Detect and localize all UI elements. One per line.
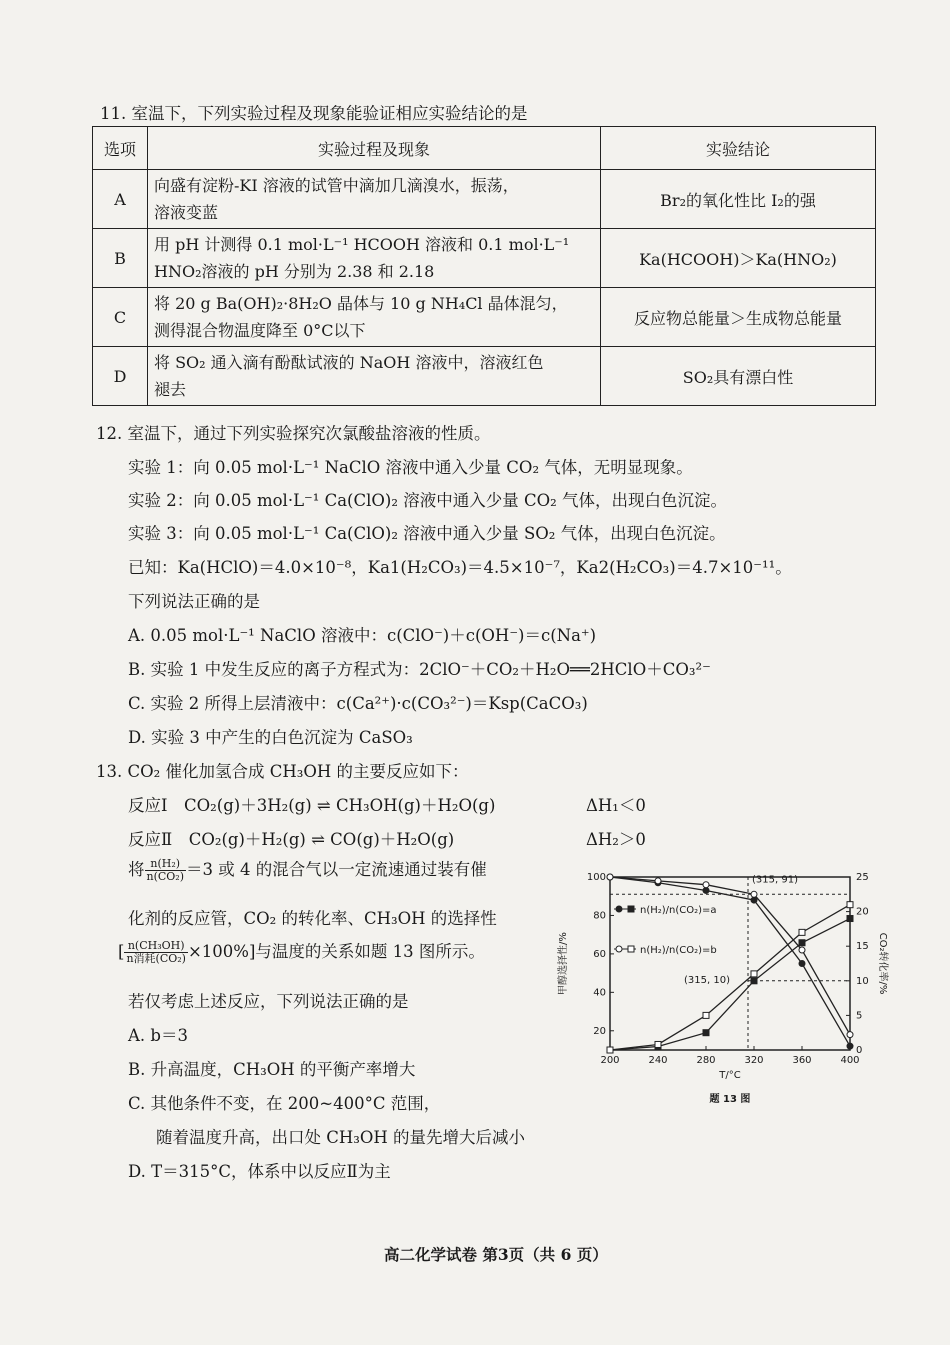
q13-desc-line3: [118, 938, 485, 965]
y-left-tick-label: 80: [593, 910, 606, 922]
q13-dh1: ΔH₁＜0: [586, 796, 646, 815]
q12-option-a: A. 0.05 mol·L⁻¹ NaClO 溶液中：c(ClO⁻)＋c(OH⁻)＝c(Na⁺): [128, 626, 597, 645]
plot-frame: [610, 877, 850, 1050]
q12-exp3: 实验 3：向 0.05 mol·L⁻¹ Ca(ClO)₂ 溶液中通入少量 SO₂ 气体，出现白色沉淀。: [128, 524, 726, 543]
process-line: 向盛有淀粉-KI 溶液的试管中滴加几滴溴水，振荡，: [154, 176, 519, 195]
page-footer: 高二化学试卷 第3页（共 6 页）: [384, 1245, 608, 1264]
q12-option-c: C. 实验 2 所得上层清液中：c(Ca²⁺)·c(CO₃²⁻)＝Ksp(CaCO₃): [128, 694, 588, 713]
process-line: HNO₂溶液的 pH 分别为 2.38 和 2.18: [154, 262, 435, 281]
selectivity-denominator: n消耗(CO₂): [126, 952, 186, 965]
row-option: D: [93, 347, 148, 406]
legend-marker: [628, 946, 634, 952]
ratio-fraction: [145, 858, 187, 883]
row-process: [148, 288, 601, 347]
q13-option-a: A. b＝3: [128, 1026, 188, 1045]
row-option: C: [93, 288, 148, 347]
row-option: A: [93, 170, 148, 229]
q13-option-c-line2: 随着温度升高，出口处 CH₃OH 的量先增大后减小: [156, 1128, 526, 1147]
row-conclusion: SO₂具有漂白性: [601, 347, 876, 406]
table-row: [93, 288, 876, 347]
row-option: B: [93, 229, 148, 288]
q13-reaction-2: 反应Ⅱ CO₂(g)＋H₂(g) ⇌ CO(g)＋H₂O(g): [128, 830, 455, 849]
data-point: [799, 961, 805, 967]
q13-desc-line1: [128, 856, 487, 883]
x-axis-label: T/°C: [719, 1070, 741, 1081]
y-right-tick-label: 5: [856, 1010, 863, 1022]
q13-title: 13. CO₂ 催化加氢合成 CH₃OH 的主要反应如下：: [96, 762, 469, 781]
legend-marker: [616, 946, 622, 952]
process-line: 用 pH 计测得 0.1 mol·L⁻¹ HCOOH 溶液和 0.1 mol·L⁻¹: [154, 235, 570, 254]
data-point: [799, 929, 805, 935]
series-line: [610, 905, 850, 1050]
y-left-tick-label: 100: [586, 872, 606, 883]
data-point: [703, 887, 709, 893]
header-conclusion: 实验结论: [601, 127, 876, 170]
data-point: [847, 1043, 853, 1049]
row-process: [148, 229, 601, 288]
desc-suffix: ×100%]与温度的关系如题 13 图所示。: [187, 942, 485, 961]
q13-chart: [550, 860, 890, 1110]
x-tick-label: 320: [744, 1055, 764, 1066]
bracket-open: [: [118, 942, 125, 961]
y-right-axis-label: CO₂转化率/%: [877, 932, 888, 995]
data-point: [703, 1012, 709, 1018]
y-right-tick-label: 15: [856, 941, 869, 953]
x-tick-label: 200: [600, 1055, 620, 1066]
data-point: [847, 916, 853, 922]
legend-marker: [628, 906, 634, 912]
q12-exp1: 实验 1：向 0.05 mol·L⁻¹ NaClO 溶液中通入少量 CO₂ 气体，无明显现象。: [128, 458, 693, 477]
y-left-axis-label: 甲醇选择性/%: [558, 932, 569, 995]
selectivity-numerator: n(CH₃OH): [124, 940, 188, 953]
y-right-tick-label: 20: [856, 906, 869, 918]
data-point: [751, 978, 757, 984]
table-row: [93, 347, 876, 406]
y-left-tick-label: 40: [593, 987, 606, 999]
q12-option-b: B. 实验 1 中发生反应的离子方程式为：2ClO⁻＋CO₂＋H₂O══2HClO＋CO₃²⁻: [128, 660, 711, 679]
q13-option-b: B. 升高温度，CH₃OH 的平衡产率增大: [128, 1060, 416, 1079]
process-line: 测得混合物温度降至 0°C以下: [154, 321, 366, 340]
x-tick-label: 280: [696, 1055, 716, 1066]
desc-suffix: ＝3 或 4 的混合气以一定流速通过装有催: [186, 860, 487, 879]
series-line: [610, 877, 850, 1046]
annotation-315-91: (315, 91): [752, 874, 798, 886]
row-process: [148, 347, 601, 406]
selectivity-fraction: [124, 940, 188, 965]
legend-marker: [616, 906, 622, 912]
data-point: [751, 891, 757, 897]
data-point: [703, 882, 709, 888]
desc-prefix: 将: [128, 860, 145, 879]
y-right-tick-label: 10: [856, 975, 869, 987]
row-conclusion: 反应物总能量＞生成物总能量: [601, 288, 876, 347]
process-line: 溶液变蓝: [154, 203, 219, 222]
legend-label: n(H₂)/n(CO₂)=a: [640, 905, 717, 916]
q12-known: 已知：Ka(HClO)＝4.0×10⁻⁸，Ka1(H₂CO₃)＝4.5×10⁻⁷，Ka2(H₂CO₃)＝4.7×10⁻¹¹。: [128, 558, 792, 577]
chart-title: 题 13 图: [709, 1094, 751, 1105]
process-line: 将 SO₂ 通入滴有酚酞试液的 NaOH 溶液中，溶液红色: [154, 353, 544, 372]
data-point: [799, 940, 805, 946]
header-option: 选项: [93, 127, 148, 170]
q13-reaction-1: 反应Ⅰ CO₂(g)＋3H₂(g) ⇌ CH₃OH(g)＋H₂O(g): [128, 796, 496, 815]
data-point: [847, 1032, 853, 1038]
ratio-numerator: n(H₂): [145, 858, 187, 871]
y-right-tick-label: 25: [856, 872, 869, 883]
q13-prompt: 若仅考虑上述反应，下列说法正确的是: [128, 992, 409, 1011]
data-point: [799, 947, 805, 953]
process-line: 褪去: [154, 380, 187, 399]
row-conclusion: Br₂的氧化性比 I₂的强: [601, 170, 876, 229]
data-point: [655, 1041, 661, 1047]
data-point: [751, 971, 757, 977]
x-tick-label: 360: [792, 1055, 812, 1066]
table-header-row: [93, 127, 876, 170]
y-left-tick-label: 20: [593, 1025, 606, 1037]
header-process: 实验过程及现象: [148, 127, 601, 170]
q13-option-d: D. T＝315°C，体系中以反应Ⅱ为主: [128, 1162, 391, 1181]
data-point: [847, 902, 853, 908]
data-point: [703, 1030, 709, 1036]
q13-dh2: ΔH₂＞0: [586, 830, 646, 849]
row-process: [148, 170, 601, 229]
table-row: [93, 229, 876, 288]
q13-desc-line2: 化剂的反应管，CO₂ 的转化率、CH₃OH 的选择性: [128, 909, 497, 928]
annotation-315-10: (315, 10): [684, 974, 730, 986]
experiment-table: [92, 126, 876, 406]
data-point: [607, 874, 613, 880]
q12-option-d: D. 实验 3 中产生的白色沉淀为 CaSO₃: [128, 728, 413, 747]
y-left-tick-label: 60: [593, 948, 606, 960]
q11-title: 11. 室温下，下列实验过程及现象能验证相应实验结论的是: [100, 104, 528, 123]
data-point: [607, 1047, 613, 1053]
process-line: 将 20 g Ba(OH)₂·8H₂O 晶体与 10 g NH₄Cl 晶体混匀，: [154, 294, 568, 313]
q12-exp2: 实验 2：向 0.05 mol·L⁻¹ Ca(ClO)₂ 溶液中通入少量 CO₂ 气体，出现白色沉淀。: [128, 491, 727, 510]
data-point: [751, 897, 757, 903]
table-row: [93, 170, 876, 229]
data-point: [655, 878, 661, 884]
ratio-denominator: n(CO₂): [146, 870, 185, 883]
y-right-tick-label: 0: [856, 1045, 863, 1056]
q12-title: 12. 室温下，通过下列实验探究次氯酸盐溶液的性质。: [96, 424, 491, 443]
x-tick-label: 240: [648, 1055, 668, 1066]
legend-label: n(H₂)/n(CO₂)=b: [640, 945, 717, 956]
x-tick-label: 400: [840, 1055, 860, 1066]
q12-prompt: 下列说法正确的是: [128, 592, 260, 611]
row-conclusion: Ka(HCOOH)＞Ka(HNO₂): [601, 229, 876, 288]
q13-option-c-line1: C. 其他条件不变，在 200~400°C 范围，: [128, 1094, 441, 1113]
